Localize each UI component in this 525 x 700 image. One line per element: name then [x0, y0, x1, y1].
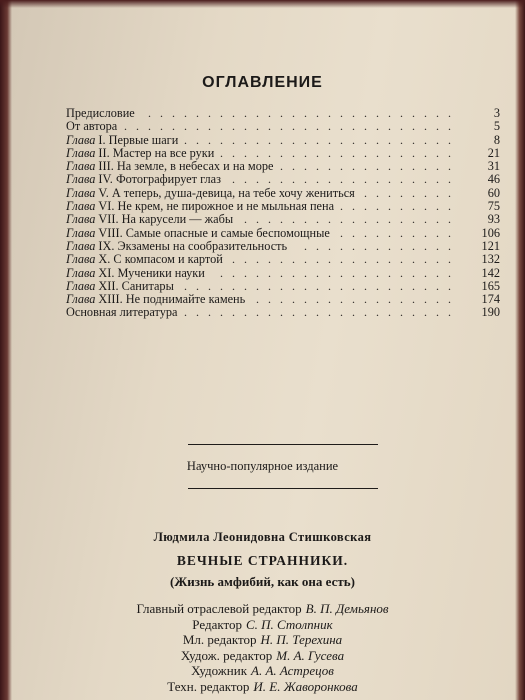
divider-rule-bottom	[188, 488, 378, 489]
toc-entry-title	[66, 253, 223, 266]
credit-role: Худож. редактор	[180, 647, 273, 663]
page-binding-right	[515, 0, 525, 700]
dot-leader: .............	[304, 239, 460, 253]
toc-page-number: 60	[487, 185, 500, 200]
dot-leader: ..................	[244, 213, 460, 227]
toc-entry	[66, 160, 500, 173]
credit-row	[0, 632, 525, 648]
book-title: ВЕЧНЫЕ СТРАННИКИ.	[176, 553, 349, 568]
credits-list	[0, 601, 525, 694]
chapter-prefix: Глава	[66, 132, 96, 147]
chapter-prefix: Глава	[66, 292, 96, 307]
toc-entry	[66, 134, 500, 147]
toc-entry-title	[66, 200, 334, 213]
chapter-title: XIII. Не поднимайте камень	[98, 292, 246, 307]
chapter-prefix: Глава	[66, 225, 96, 240]
page-binding-top	[0, 0, 525, 8]
toc-entry-title	[66, 227, 330, 240]
chapter-title: VI. Не крем, не пирожное и не мыльная пена	[98, 199, 335, 214]
chapter-prefix: Глава	[66, 278, 96, 293]
credit-role: Главный отраслевой редактор	[136, 601, 302, 616]
credit-role: Мл. редактор	[182, 632, 257, 647]
credit-role: Художник	[191, 663, 248, 678]
chapter-title: XII. Санитары	[98, 278, 174, 293]
toc-entry-title	[66, 213, 233, 226]
page-binding-left	[0, 0, 12, 700]
credit-row	[0, 679, 525, 695]
toc-entry	[66, 200, 500, 213]
toc-page-number: 21	[487, 145, 500, 160]
toc-page-number: 132	[481, 252, 500, 267]
divider-rule-top	[188, 444, 378, 445]
dot-leader: .......................	[184, 306, 460, 320]
toc-entry-title	[66, 267, 205, 280]
dot-leader: ...................	[232, 253, 460, 267]
chapter-prefix: Глава	[66, 159, 96, 174]
dot-leader: ...............	[280, 160, 460, 174]
toc-page-number: 142	[481, 265, 500, 280]
credit-name: И. Е. Жаворонкова	[253, 678, 358, 694]
chapter-prefix: Глава	[66, 212, 96, 227]
chapter-title: От автора	[66, 119, 118, 134]
chapter-title: VII. На карусели — жабы	[98, 212, 234, 227]
toc-entry	[66, 147, 500, 160]
chapter-title: IX. Экзамены на сообразительность	[98, 238, 288, 253]
dot-leader: ....................	[220, 146, 460, 160]
dot-leader: ............................	[124, 120, 460, 134]
credit-name: А. А. Астрецов	[251, 663, 334, 678]
toc-entry	[66, 306, 500, 319]
toc-entry	[66, 293, 500, 306]
toc-page-number: 8	[493, 132, 500, 147]
chapter-title: X. С компасом и картой	[98, 252, 223, 267]
book-subtitle: (Жизнь амфибий, как она есть)	[170, 574, 355, 589]
toc-entry-title	[66, 280, 174, 293]
dot-leader: ..........	[340, 226, 460, 240]
author-name: Людмила Леонидовна Стишковская	[153, 530, 372, 544]
toc-page-number: 165	[481, 278, 500, 293]
chapter-title: II. Мастер на все руки	[98, 145, 215, 160]
toc-entry-title	[66, 187, 355, 200]
toc-entry	[66, 267, 500, 280]
chapter-prefix: Глава	[66, 172, 96, 187]
chapter-title: XI. Мученики науки	[98, 265, 205, 280]
toc-entry-title	[66, 173, 221, 186]
chapter-title: V. А теперь, душа-девица, на тебе хочу жениться	[98, 185, 355, 200]
chapter-title: VIII. Самые опасные и самые беспомощные	[98, 225, 330, 240]
table-of-contents	[66, 107, 500, 320]
toc-page-number: 174	[481, 292, 500, 307]
toc-entry-title	[66, 293, 245, 306]
chapter-prefix: Глава	[66, 145, 96, 160]
toc-entry-title	[66, 160, 273, 173]
chapter-title: IV. Фотографирует глаз	[98, 172, 221, 187]
credit-name: В. П. Демьянов	[305, 601, 389, 616]
toc-page-number: 75	[487, 199, 500, 214]
edition-type: Научно-популярное издание	[186, 459, 339, 473]
toc-page-number: 106	[481, 225, 500, 240]
chapter-prefix: Глава	[66, 185, 96, 200]
dot-leader: .................	[256, 293, 460, 307]
credit-name: Н. П. Терехина	[260, 632, 343, 647]
credit-name: С. П. Столпник	[246, 616, 333, 632]
dot-leader: .......................	[184, 279, 460, 293]
toc-entry-title	[66, 240, 287, 253]
toc-entry-title	[66, 107, 135, 120]
credit-role: Техн. редактор	[167, 678, 250, 694]
chapter-title: I. Первые шаги	[98, 132, 179, 147]
toc-page-number: 46	[487, 172, 500, 187]
toc-heading: ОГЛАВЛЕНИЕ	[202, 74, 323, 91]
toc-page-number: 5	[493, 119, 500, 134]
toc-entry	[66, 227, 500, 240]
toc-page-number: 3	[493, 106, 500, 120]
chapter-prefix: Глава	[66, 252, 96, 267]
dot-leader: ..........	[340, 200, 460, 214]
toc-entry	[66, 187, 500, 200]
credit-row	[0, 663, 525, 679]
dot-leader: ...................	[232, 173, 460, 187]
toc-entry-title	[66, 306, 177, 319]
dot-leader: ........	[364, 186, 460, 200]
toc-page-number: 190	[481, 305, 500, 320]
toc-entry	[66, 107, 500, 120]
credit-role: Редактор	[192, 616, 242, 632]
chapter-prefix: Глава	[66, 199, 96, 214]
credit-row	[0, 617, 525, 633]
toc-page-number: 31	[487, 159, 500, 174]
chapter-title: Основная литература	[66, 305, 178, 320]
chapter-prefix: Глава	[66, 265, 96, 280]
toc-entry-title	[66, 134, 178, 147]
toc-entry	[66, 240, 500, 253]
toc-entry	[66, 213, 500, 226]
toc-entry	[66, 173, 500, 186]
credit-name: М. А. Гусева	[276, 647, 345, 663]
toc-page-number: 93	[487, 212, 500, 227]
chapter-title: III. На земле, в небесах и на море	[98, 159, 274, 174]
toc-entry-title	[66, 147, 214, 160]
chapter-title: Предисловие	[66, 106, 135, 120]
toc-page-number: 121	[481, 238, 500, 253]
toc-entry	[66, 253, 500, 266]
toc-entry-title	[66, 120, 117, 133]
toc-entry	[66, 120, 500, 133]
dot-leader: .......................	[184, 133, 460, 147]
dot-leader: ....................	[220, 266, 460, 280]
toc-entry	[66, 280, 500, 293]
credit-row	[0, 601, 525, 617]
dot-leader: ..........................	[148, 107, 460, 120]
credit-row	[0, 648, 525, 664]
chapter-prefix: Глава	[66, 238, 96, 253]
